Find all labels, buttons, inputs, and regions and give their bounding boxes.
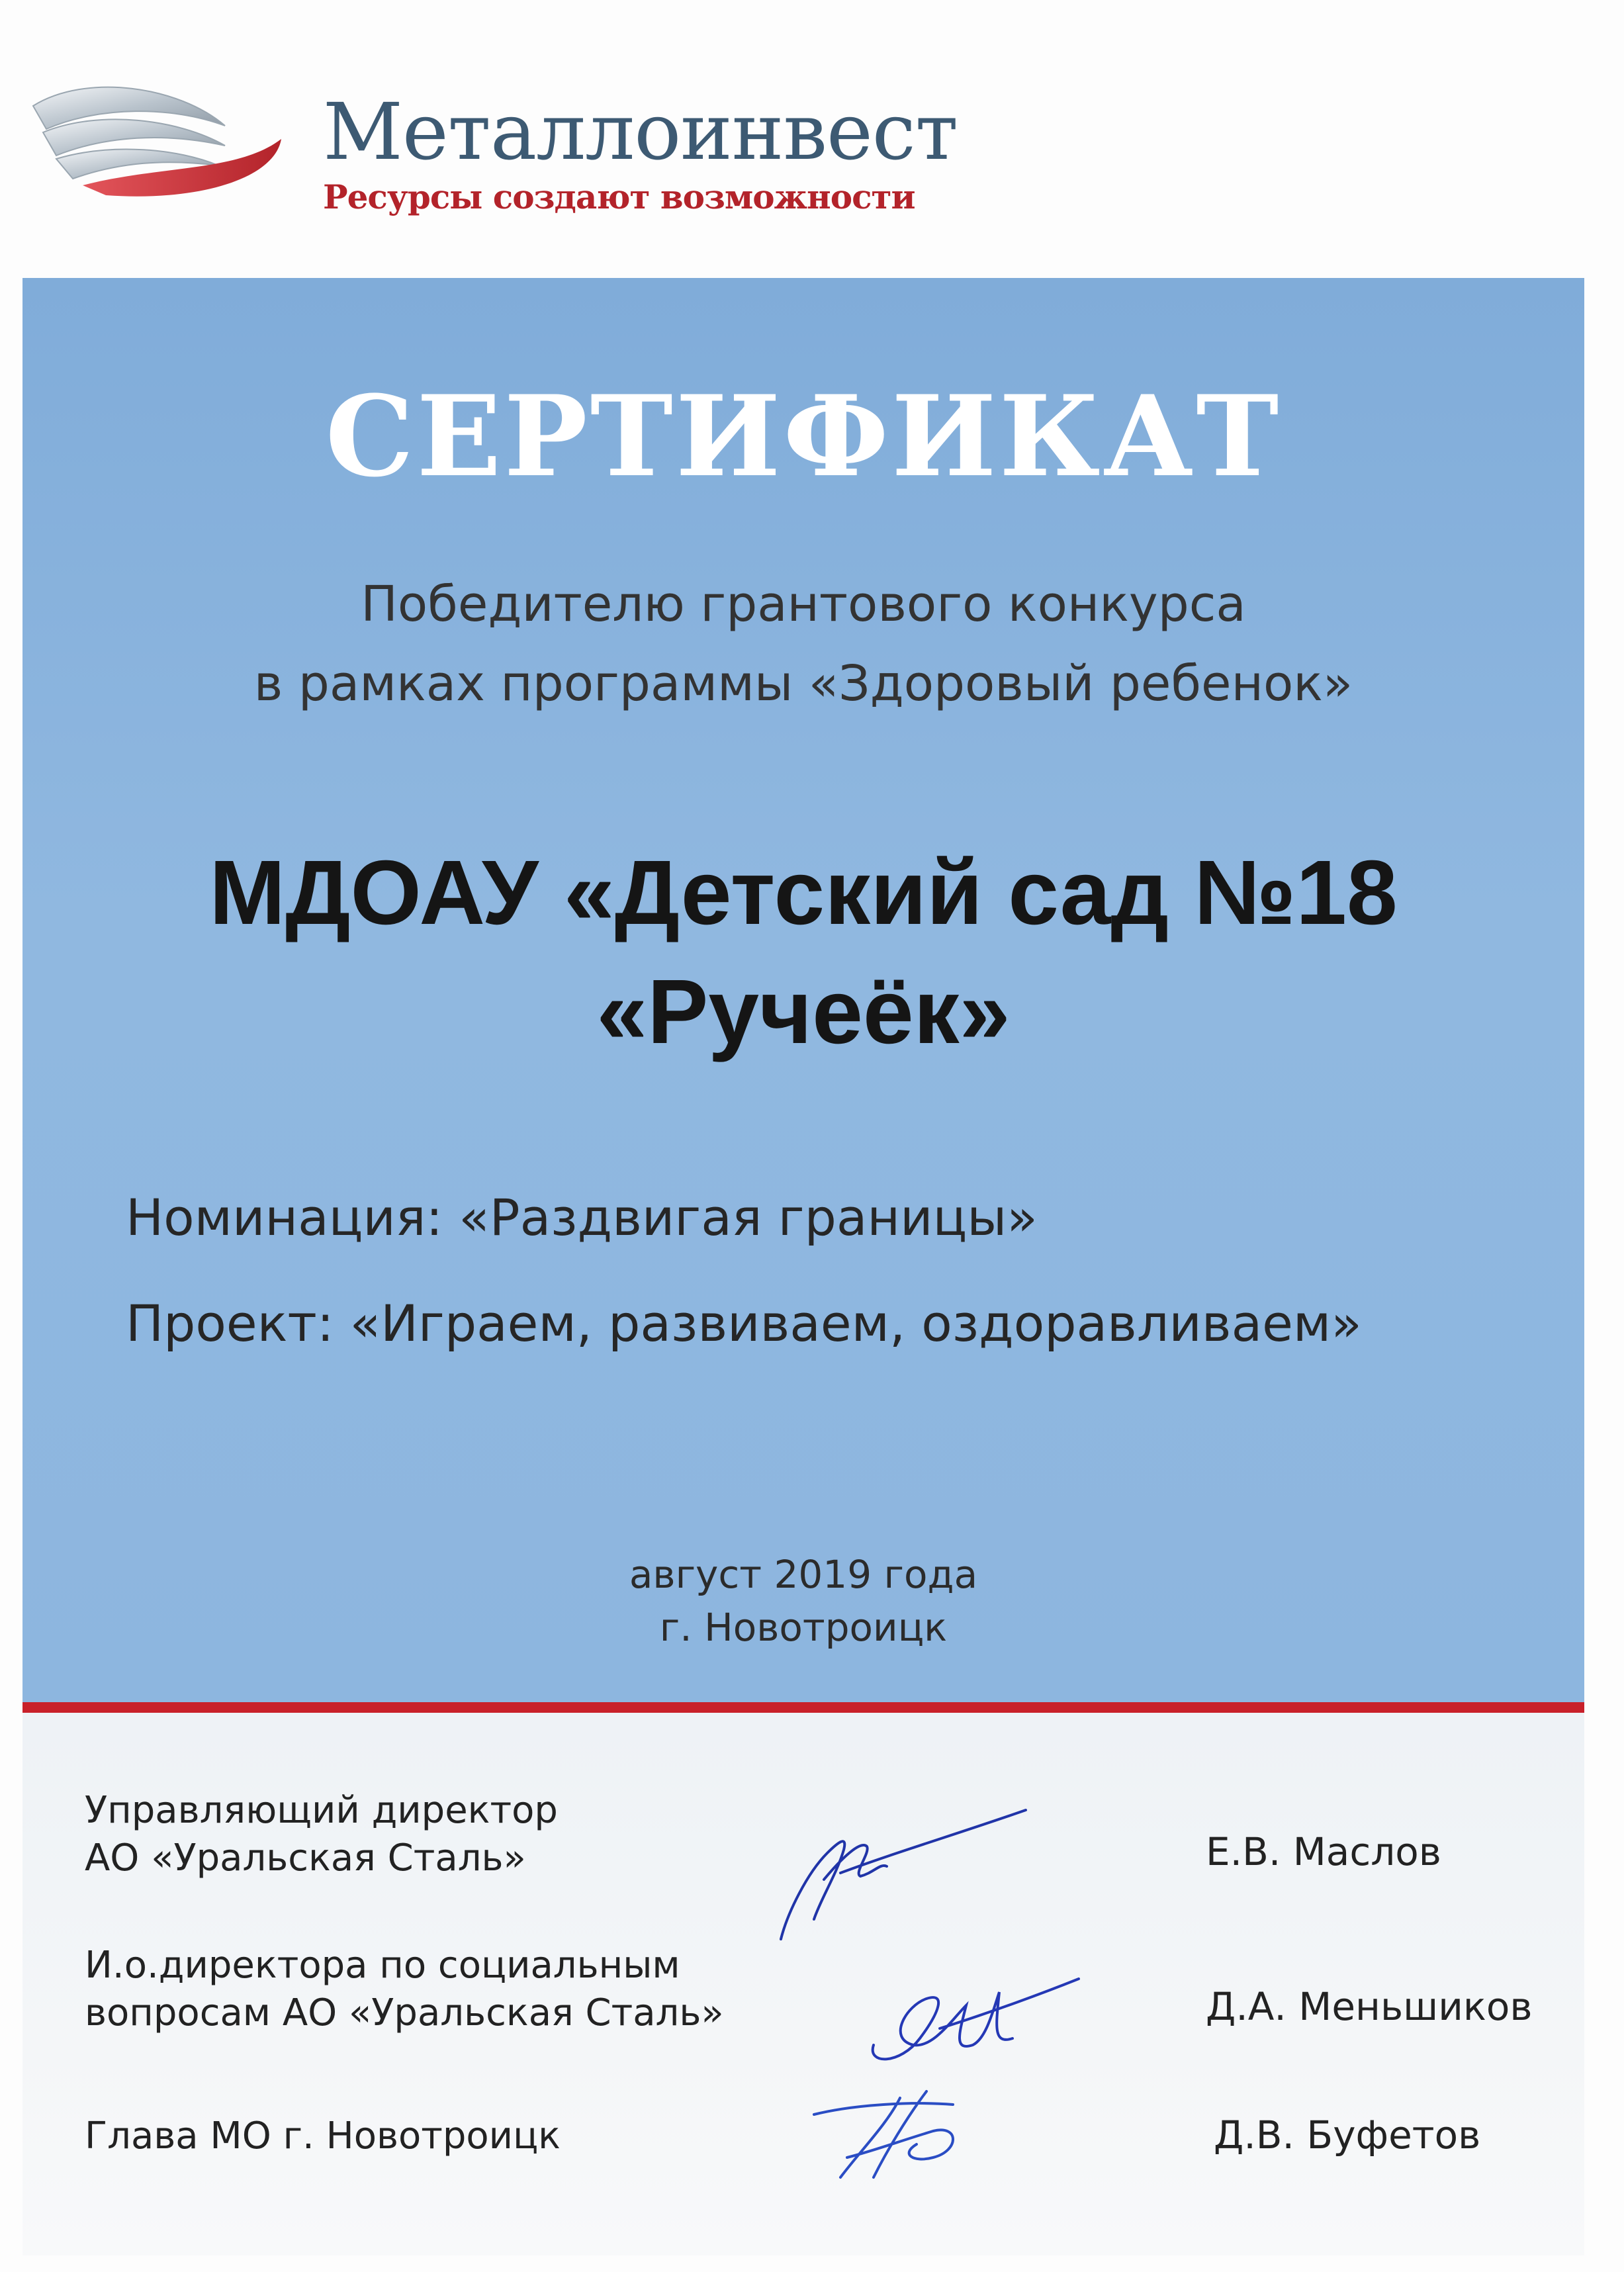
issue-date: август 2019 года [629, 1552, 978, 1597]
brand-name: Металлоинвест [323, 86, 958, 177]
signatory-1-title-line-1: Управляющий директор [85, 1789, 558, 1832]
red-divider [23, 1702, 1584, 1713]
signatory-2-title-line-2: вопросам АО «Уральская Сталь» [85, 1991, 724, 2034]
signature-2-icon [860, 1966, 1085, 2078]
signatory-2-title-line-1: И.о.директора по социальным [85, 1944, 680, 1987]
signature-3-icon [801, 2078, 999, 2191]
certificate-title: СЕРТИФИКАТ [325, 371, 1282, 502]
signatory-2-title [85, 1942, 724, 2037]
signatory-3-title [85, 2113, 561, 2160]
signatory-1-title [85, 1787, 558, 1882]
subtitle-line-1: Победителю грантового конкурса [361, 576, 1246, 633]
signatory-2-name: Д.А. Меньшиков [1206, 1984, 1533, 2029]
project: Проект: «Играем, развиваем, оздоравливаем» [126, 1294, 1362, 1353]
signatory-3-name: Д.В. Буфетов [1214, 2113, 1481, 2158]
signatory-1-name: Е.В. Маслов [1206, 1829, 1441, 1874]
metalloinvest-logo-icon [26, 79, 291, 212]
winner-name-line-1: МДОАУ «Детский сад №18 [209, 842, 1398, 944]
signatory-3-title-line-1: Глава МО г. Новотроицк [85, 2114, 561, 2158]
signatory-1-title-line-2: АО «Уральская Сталь» [85, 1837, 526, 1880]
winner-name-line-2: «Ручеёк» [596, 961, 1011, 1063]
subtitle-line-2: в рамках программы «Здоровый ребенок» [253, 655, 1353, 712]
brand-slogan: Ресурсы создают возможности [323, 177, 915, 216]
signature-1-icon [761, 1800, 1039, 1952]
nomination: Номинация: «Раздвигая границы» [126, 1188, 1038, 1247]
issue-city: г. Новотроицк [659, 1605, 948, 1650]
